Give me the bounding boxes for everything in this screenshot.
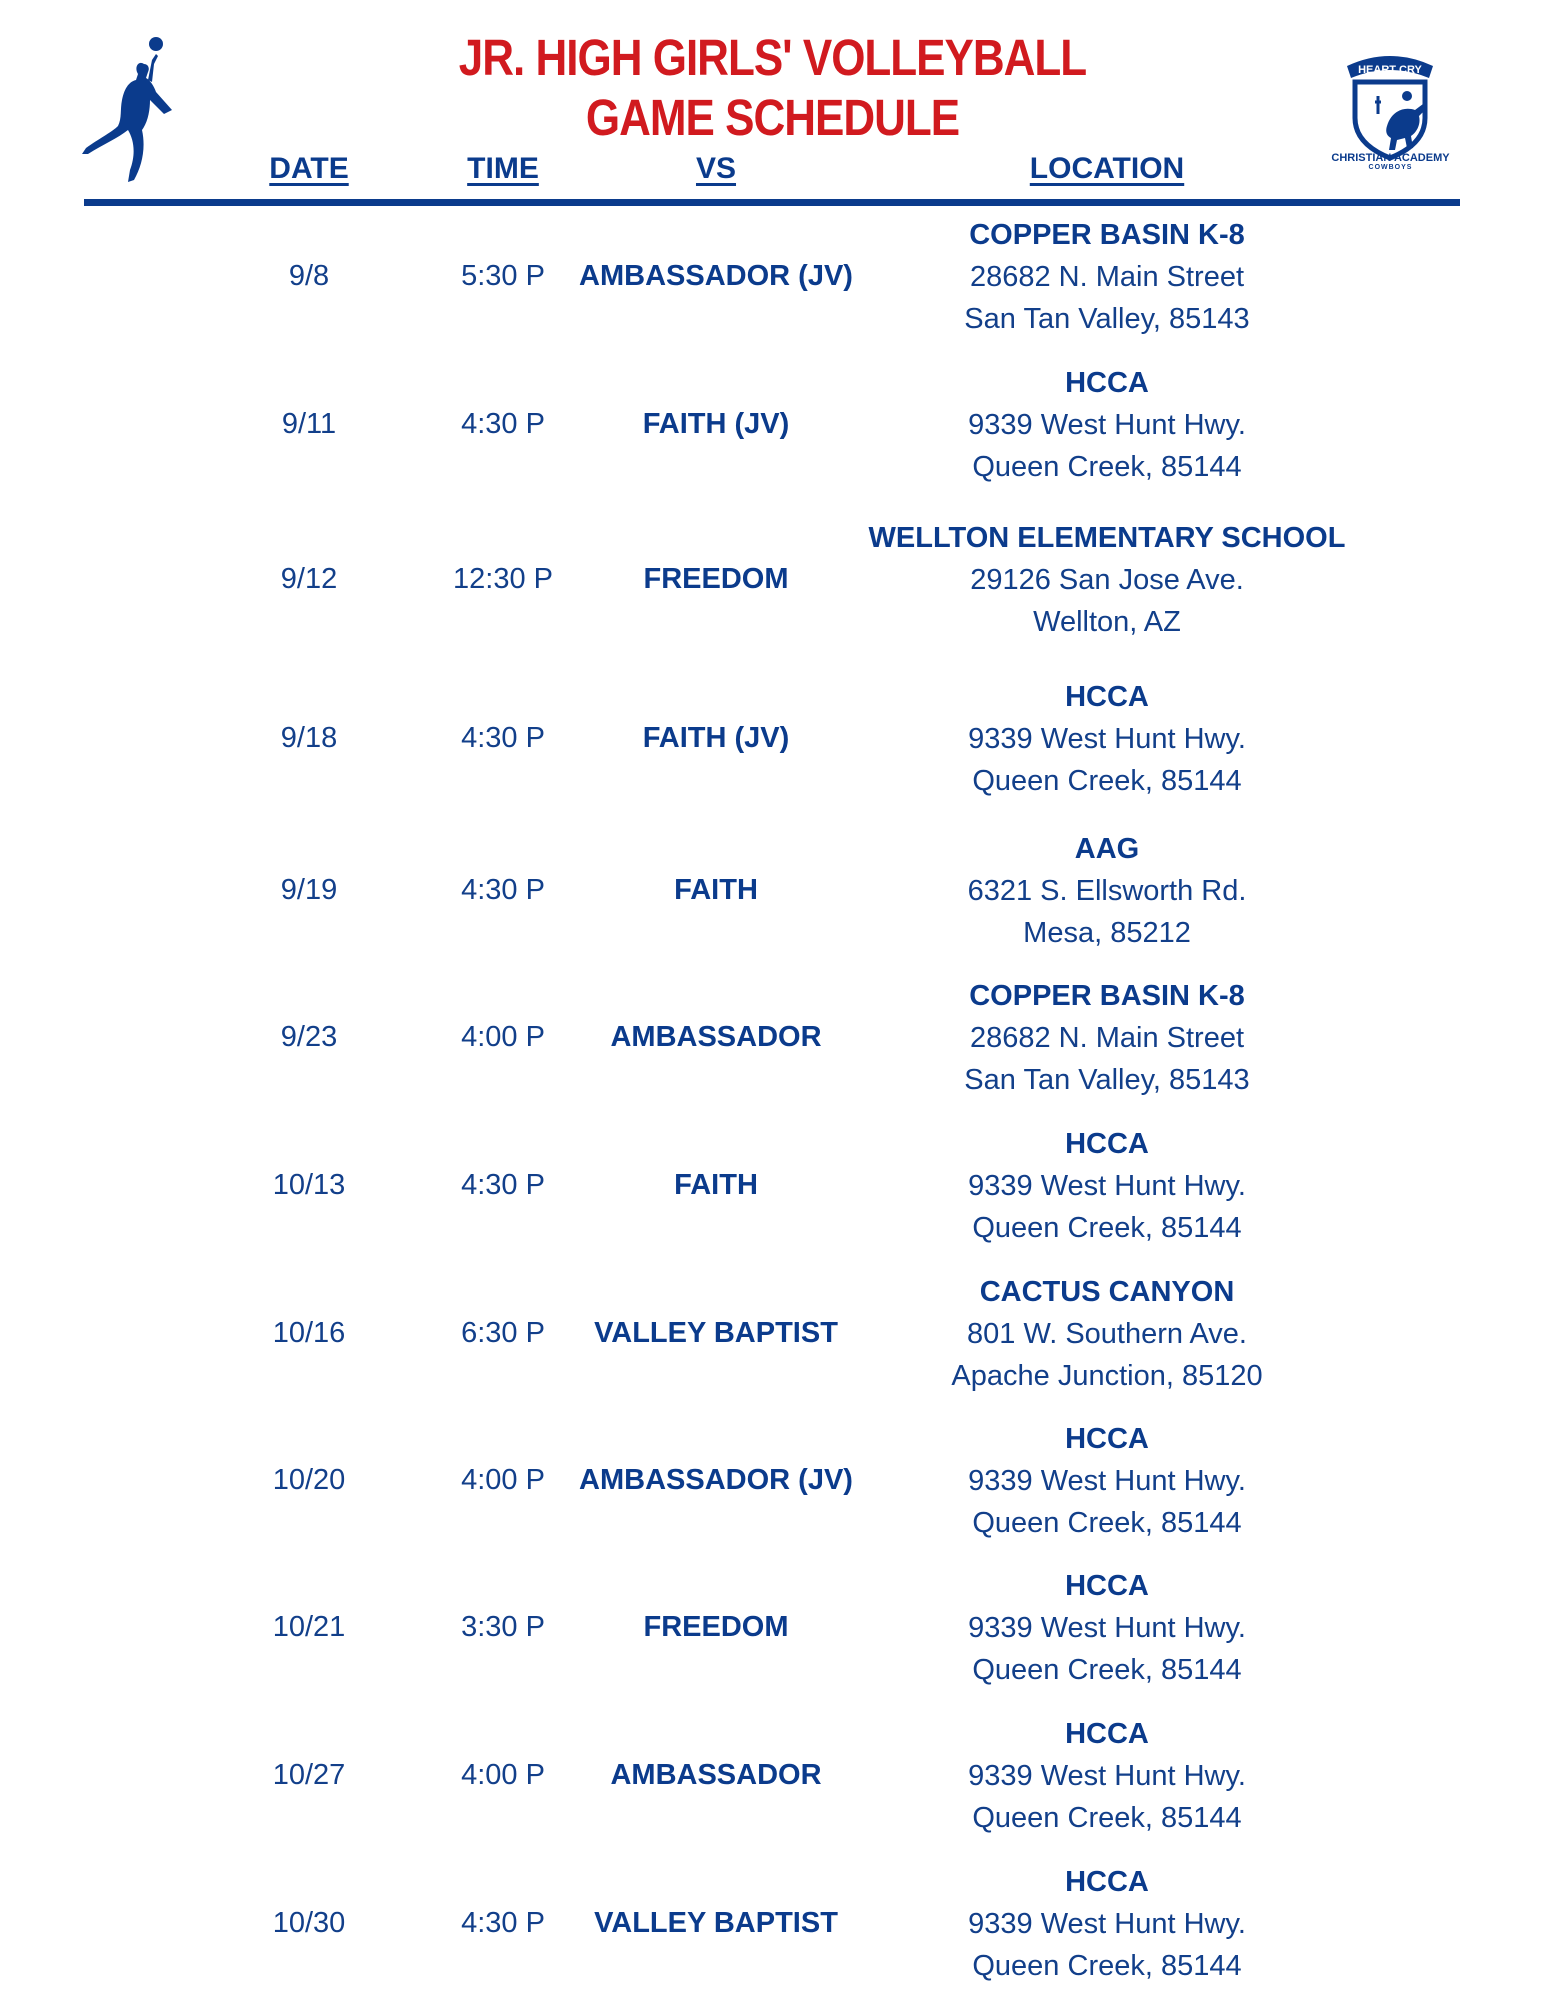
schedule-row xyxy=(0,1112,1545,1259)
location-name: CACTUS CANYON xyxy=(979,1275,1235,1308)
schedule-row xyxy=(0,1407,1545,1554)
game-opponent: AMBASSADOR (JV) xyxy=(579,260,853,292)
game-date: 9/12 xyxy=(280,563,338,595)
game-date: 9/19 xyxy=(280,874,338,906)
logo-arc-text: HEART CRY xyxy=(1358,64,1422,76)
column-header-date: DATE xyxy=(269,152,349,185)
game-date: 10/30 xyxy=(272,1907,346,1939)
game-opponent: FAITH (JV) xyxy=(642,408,790,440)
game-time: 4:00 P xyxy=(461,1759,545,1791)
location-name: HCCA xyxy=(1065,1865,1149,1898)
game-time: 12:30 P xyxy=(453,563,553,595)
game-location xyxy=(968,665,1246,812)
game-opponent: AMBASSADOR xyxy=(610,1021,822,1053)
location-city: Queen Creek, 85144 xyxy=(972,1506,1242,1539)
schedule-row xyxy=(0,1260,1545,1407)
location-city: San Tan Valley, 85143 xyxy=(964,302,1250,335)
schedule-row xyxy=(0,665,1545,812)
game-location xyxy=(968,1407,1246,1554)
schedule-row xyxy=(0,1554,1545,1701)
game-date: 9/11 xyxy=(281,408,337,440)
game-time: 3:30 P xyxy=(461,1611,545,1643)
location-city: Mesa, 85212 xyxy=(1023,916,1191,949)
game-location xyxy=(951,1260,1262,1407)
game-date: 10/13 xyxy=(272,1169,346,1201)
location-street: 29126 San Jose Ave. xyxy=(970,563,1244,596)
game-opponent: VALLEY BAPTIST xyxy=(594,1317,838,1349)
location-city: San Tan Valley, 85143 xyxy=(964,1063,1250,1096)
game-date: 10/16 xyxy=(272,1317,346,1349)
game-opponent: VALLEY BAPTIST xyxy=(594,1907,838,1939)
location-street: 801 W. Southern Ave. xyxy=(967,1317,1247,1350)
location-city: Queen Creek, 85144 xyxy=(972,1211,1242,1244)
schedule-row xyxy=(0,203,1545,350)
game-location xyxy=(968,1554,1246,1701)
game-time: 4:30 P xyxy=(461,408,545,440)
location-name: HCCA xyxy=(1065,1717,1149,1750)
game-time: 4:00 P xyxy=(461,1021,545,1053)
game-time: 5:30 P xyxy=(461,260,545,292)
game-location xyxy=(968,351,1246,498)
location-city: Queen Creek, 85144 xyxy=(972,764,1242,797)
game-opponent: AMBASSADOR xyxy=(610,1759,822,1791)
location-name: HCCA xyxy=(1065,366,1149,399)
game-opponent: FAITH (JV) xyxy=(642,722,790,754)
game-time: 4:30 P xyxy=(461,1169,545,1201)
schedule-row xyxy=(0,817,1545,964)
game-date: 9/8 xyxy=(288,260,330,292)
location-name: HCCA xyxy=(1065,1569,1149,1602)
location-city: Wellton, AZ xyxy=(1033,605,1181,638)
game-location xyxy=(964,964,1249,1111)
location-name: COPPER BASIN K-8 xyxy=(969,979,1245,1012)
game-time: 6:30 P xyxy=(461,1317,545,1349)
logo-name: CHRISTIAN ACADEMY xyxy=(1331,152,1450,164)
title-line-1: JR. HIGH GIRLS' VOLLEYBALL xyxy=(458,30,1087,87)
logo-sub: COWBOYS xyxy=(1368,164,1413,171)
column-header-location: LOCATION xyxy=(1029,152,1185,185)
location-street: 9339 West Hunt Hwy. xyxy=(968,1464,1246,1497)
game-opponent: AMBASSADOR (JV) xyxy=(579,1464,853,1496)
schedule-row xyxy=(0,506,1545,653)
location-name: HCCA xyxy=(1065,1422,1149,1455)
location-street: 9339 West Hunt Hwy. xyxy=(968,1907,1246,1940)
title-line-2: GAME SCHEDULE xyxy=(585,90,960,147)
game-opponent: FREEDOM xyxy=(643,563,789,595)
location-city: Apache Junction, 85120 xyxy=(951,1359,1263,1392)
location-street: 9339 West Hunt Hwy. xyxy=(968,1169,1246,1202)
game-opponent: FREEDOM xyxy=(643,1611,789,1643)
game-time: 4:30 P xyxy=(461,1907,545,1939)
game-opponent: FAITH xyxy=(674,1169,758,1201)
schedule-row xyxy=(0,1850,1545,1997)
location-street: 28682 N. Main Street xyxy=(969,260,1245,293)
location-street: 9339 West Hunt Hwy. xyxy=(968,1759,1246,1792)
game-date: 10/21 xyxy=(272,1611,346,1643)
location-street: 6321 S. Ellsworth Rd. xyxy=(967,874,1247,907)
game-time: 4:30 P xyxy=(461,722,545,754)
game-location xyxy=(968,1112,1246,1259)
game-date: 9/18 xyxy=(280,722,338,754)
game-location xyxy=(968,817,1247,964)
location-street: 9339 West Hunt Hwy. xyxy=(968,722,1246,755)
schedule-row xyxy=(0,1702,1545,1849)
game-location xyxy=(964,203,1249,350)
game-location xyxy=(869,506,1346,653)
location-city: Queen Creek, 85144 xyxy=(972,1653,1242,1686)
schedule-row xyxy=(0,351,1545,498)
location-street: 9339 West Hunt Hwy. xyxy=(968,408,1246,441)
location-name: HCCA xyxy=(1065,1127,1149,1160)
location-name: COPPER BASIN K-8 xyxy=(969,218,1245,251)
column-header-time: TIME xyxy=(467,152,539,185)
game-date: 9/23 xyxy=(280,1021,338,1053)
location-city: Queen Creek, 85144 xyxy=(972,1949,1242,1982)
location-city: Queen Creek, 85144 xyxy=(972,450,1242,483)
game-time: 4:30 P xyxy=(461,874,545,906)
column-header-vs: VS xyxy=(695,152,737,185)
location-street: 28682 N. Main Street xyxy=(969,1021,1245,1054)
game-date: 10/27 xyxy=(272,1759,346,1791)
location-city: Queen Creek, 85144 xyxy=(972,1801,1242,1834)
location-name: HCCA xyxy=(1065,680,1149,713)
game-location xyxy=(968,1850,1246,1997)
game-time: 4:00 P xyxy=(461,1464,545,1496)
location-street: 9339 West Hunt Hwy. xyxy=(968,1611,1246,1644)
location-name: AAG xyxy=(1074,832,1140,865)
location-name: WELLTON ELEMENTARY SCHOOL xyxy=(868,521,1346,554)
game-location xyxy=(968,1702,1246,1849)
game-opponent: FAITH xyxy=(674,874,758,906)
schedule-row xyxy=(0,964,1545,1111)
game-date: 10/20 xyxy=(272,1464,346,1496)
